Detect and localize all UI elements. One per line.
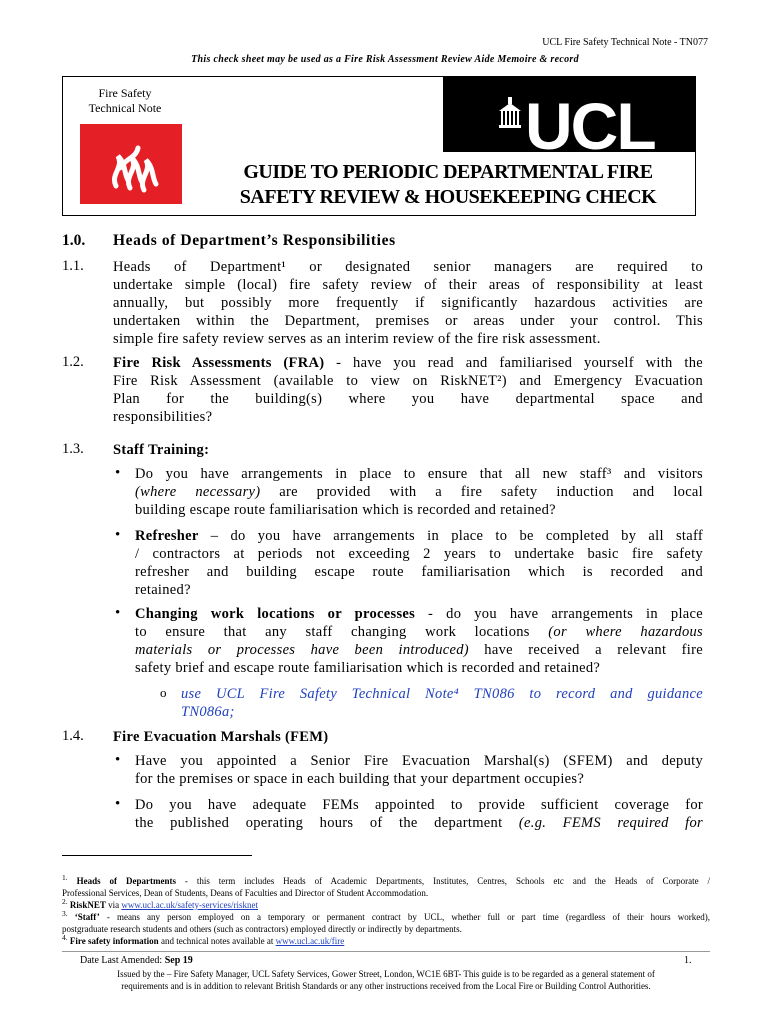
line [135, 527, 703, 545]
section-number: 1.0. [62, 232, 86, 249]
line: requirements and is in addition to relevant British Standards or any other instructions received from the Local Fire or Building Control Authorities. [121, 981, 651, 991]
date-value: Sep 19 [164, 955, 193, 966]
line [135, 605, 703, 623]
line [135, 483, 703, 501]
bullet-icon: • [115, 796, 121, 812]
item-number-1-1: 1.1. [62, 258, 84, 274]
fn-mark: 2. [62, 897, 68, 906]
refresher-bold: Refresher [135, 528, 199, 544]
paragraph-1-1 [113, 258, 703, 348]
line-text: - have you read and familiarised yourself with the [324, 355, 703, 371]
bullet-icon: • [115, 527, 121, 543]
fn-text: and technical notes available at [158, 936, 276, 946]
line: Do you have adequate FEMs appointed to provide sufficient coverage for [135, 797, 703, 813]
line [135, 814, 703, 832]
bullet-new-staff [135, 465, 703, 519]
line [62, 872, 710, 887]
issued-by-statement [62, 968, 710, 992]
line: use UCL Fire Safety Technical Note⁴ TN086 to record and guidance [181, 686, 703, 702]
footnote-rule [62, 855, 252, 856]
title-line-1: GUIDE TO PERIODIC DEPARTMENTAL FIRE [243, 161, 653, 183]
sub-bullet-tn086 [181, 685, 703, 721]
fra-bold: Fire Risk Assessments (FRA) [113, 355, 325, 371]
line: Fire Risk Assessment (available to view on RiskNET²) and Emergency Evacuation [113, 373, 703, 389]
document-title [218, 160, 678, 210]
item-number-1-2: 1.2. [62, 354, 84, 370]
line: undertake simple (local) fire safety review of their areas of responsibility at least [113, 277, 703, 293]
paragraph-1-2 [113, 354, 703, 426]
risknet-link[interactable]: www.ucl.ac.uk/safety-services/risknet [121, 900, 259, 910]
fn-mark: 3. [62, 909, 68, 918]
italic-text: (e.g. FEMS required for [518, 815, 703, 831]
italic-text: (or where hazardous [548, 624, 703, 640]
bullet-icon: • [115, 752, 121, 768]
footnote-1 [62, 872, 710, 899]
bullet-icon: • [115, 605, 121, 621]
fire-safety-label [80, 86, 170, 116]
changing-bold: Changing work locations or processes [135, 606, 416, 622]
line: undertaken within the Department, premises or areas under your control. This [113, 313, 703, 329]
line: retained? [135, 582, 191, 598]
line: building escape route familiarisation which is recorded and retained? [135, 502, 556, 518]
fire-link[interactable]: www.ucl.ac.uk/fire [275, 936, 345, 946]
ucl-portico-icon [443, 77, 695, 152]
bullet-changing-work [135, 605, 703, 677]
line-text: have received a relevant fire [468, 642, 703, 658]
label-line-2: Technical Note [88, 101, 162, 115]
ucl-logo [443, 77, 695, 152]
bullet-fem-coverage [135, 796, 703, 832]
line: annually, but possibly more frequently if significantly hazardous activities are [113, 295, 703, 311]
line: safety brief and escape route familiarisation which is recorded and retained? [135, 660, 601, 676]
line: Plan for the building(s) where you have departmental space and [113, 391, 703, 407]
italic-text: (where necessary) [135, 484, 261, 500]
footnote-4 [62, 932, 710, 947]
line-text: the published operating hours of the department [135, 815, 519, 831]
fn-bold: Heads of Departments [76, 876, 176, 886]
line-text: – do you have arrangements in place to be completed by all staff [198, 528, 703, 544]
line [135, 623, 703, 641]
line: refresher and building escape route familiarisation which is recorded and [135, 564, 703, 580]
line-text: to ensure that any staff changing work locations [135, 624, 549, 640]
fem-heading: Fire Evacuation Marshals (FEM) [113, 729, 329, 745]
line [135, 641, 703, 659]
line: responsibilities? [113, 409, 213, 425]
line [62, 908, 710, 923]
title-line-2: SAFETY REVIEW & HOUSEKEEPING CHECK [239, 186, 657, 208]
line: simple fire safety review serves as an interim review of the fire risk assessment. [113, 331, 601, 347]
line: TN086a; [181, 704, 235, 720]
footer-rule [62, 951, 710, 952]
line: postgraduate research students and others (such as contractors) employed directly or indirectly by departments. [62, 924, 462, 934]
label-line-1: Fire Safety [98, 86, 152, 100]
italic-text: materials or processes have been introduced) [135, 642, 469, 658]
line: Heads of Department¹ or designated senior managers are required to [113, 259, 703, 275]
staff-training-heading: Staff Training: [113, 442, 210, 458]
tech-note-ref: UCL Fire Safety Technical Note - TN077 [542, 37, 708, 48]
date-label: Date Last Amended: [80, 955, 165, 966]
page-number: 1. [684, 955, 692, 966]
aide-memoire-note: This check sheet may be used as a Fire Risk Assessment Review Aide Memoire & record [191, 54, 579, 65]
fn-bold: ‘Staff’ [74, 912, 100, 922]
fn-mark: 4. [62, 933, 68, 942]
svg-text:UCL: UCL [525, 89, 655, 152]
bullet-refresher [135, 527, 703, 599]
footnote-3 [62, 908, 710, 935]
date-last-amended [80, 955, 193, 966]
line-text: - do you have arrangements in place [415, 606, 703, 622]
line: Issued by the – Fire Safety Manager, UCL Safety Services, Gower Street, London, WC1E 6BT- This guide is to be regarded as a general statement of [117, 969, 655, 979]
sub-bullet-icon: o [160, 685, 167, 700]
fn-text: - this term includes Heads of Academic Departments, Institutes, Centres, Schools etc and the Heads of Corporate / [175, 876, 711, 886]
line: Have you appointed a Senior Fire Evacuation Marshal(s) (SFEM) and deputy [135, 753, 703, 769]
line: Professional Services, Dean of Students, Deans of Faculties and Director of Student Accommodation. [62, 888, 429, 898]
fn-text: - means any person employed on a temporary or permanent contract by UCL, whether full or part time (regardless of their hours worked), [99, 912, 710, 922]
section-heading: Heads of Department’s Responsibilities [113, 232, 396, 249]
fire-flame-logo-icon [80, 124, 182, 204]
fn-text: via [105, 900, 122, 910]
item-number-1-4: 1.4. [62, 728, 84, 744]
bullet-icon: • [115, 465, 121, 481]
line: / contractors at periods not exceeding 2 years to undertake basic fire safety [135, 546, 703, 562]
item-number-1-3: 1.3. [62, 441, 84, 457]
fn-bold: RiskNET [69, 900, 106, 910]
line [113, 354, 703, 372]
line-text: are provided with a fire safety induction and local [260, 484, 703, 500]
line: for the premises or space in each building that your department occupies? [135, 771, 585, 787]
fn-mark: 1. [62, 873, 68, 882]
bullet-sfem [135, 752, 703, 788]
fn-bold: Fire safety information [69, 936, 159, 946]
line: Do you have arrangements in place to ensure that all new staff³ and visitors [135, 466, 703, 482]
